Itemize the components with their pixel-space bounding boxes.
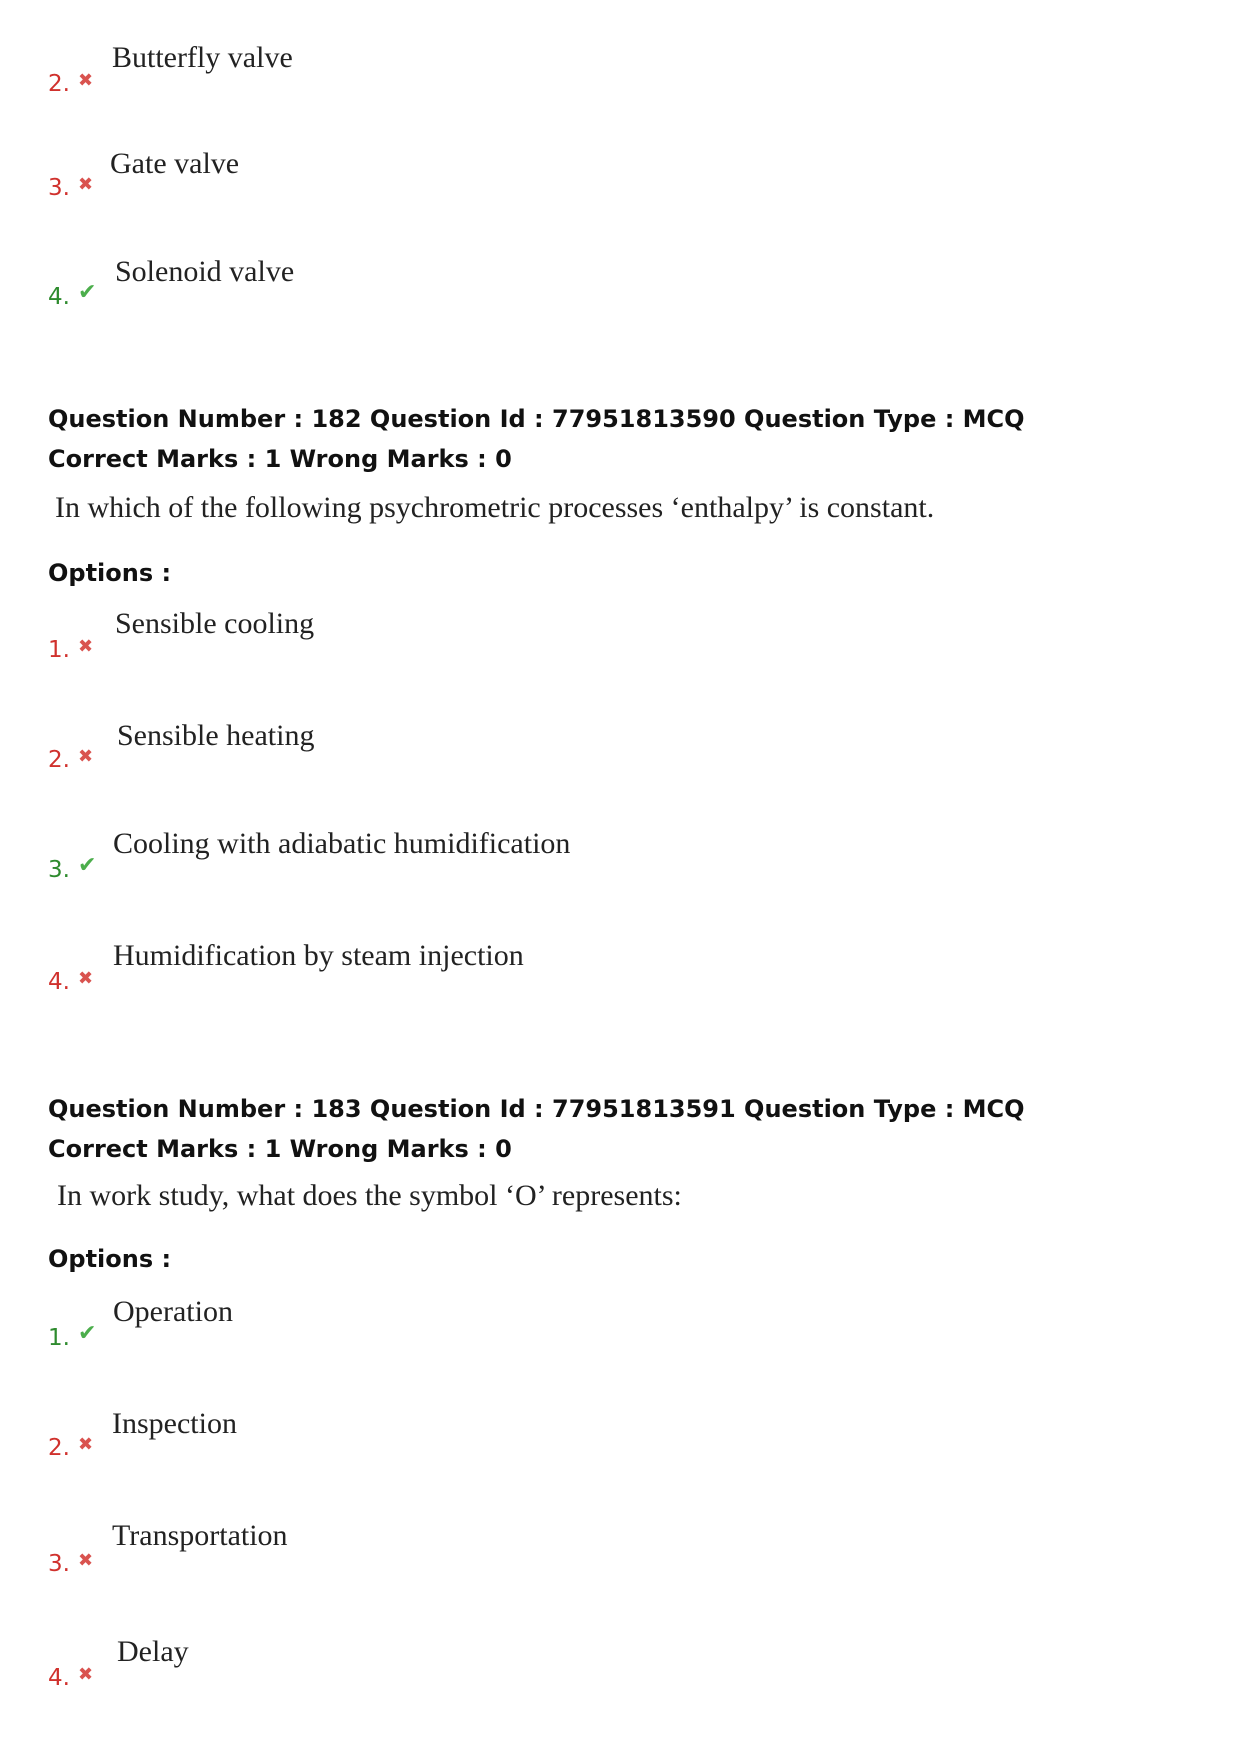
- option-number: 1.: [48, 1325, 70, 1351]
- option-item: [0, 606, 1240, 666]
- option-text: Humidification by steam injection: [113, 939, 524, 972]
- option-number: 2.: [48, 1435, 70, 1461]
- option-item: [0, 254, 1240, 314]
- option-item: [0, 1294, 1240, 1354]
- option-text: Transportation: [112, 1519, 288, 1552]
- option-text: Delay: [117, 1635, 189, 1668]
- option-text: Sensible cooling: [115, 607, 315, 640]
- cross-mark-icon: ✖: [78, 1434, 94, 1455]
- option-text: Solenoid valve: [115, 255, 295, 288]
- option-number: 2.: [48, 747, 70, 773]
- marks-header: Correct Marks : 1 Wrong Marks : 0: [48, 445, 512, 473]
- option-item: [0, 826, 1240, 886]
- option-item: [0, 718, 1240, 778]
- option-item: [0, 938, 1240, 998]
- option-text: Butterfly valve: [112, 41, 293, 74]
- option-item: [0, 1406, 1240, 1466]
- cross-mark-icon: ✖: [78, 636, 94, 657]
- option-number: 3.: [48, 1551, 70, 1577]
- option-text: Sensible heating: [117, 719, 315, 752]
- question-header: Question Number : 182 Question Id : 77951813590 Question Type : MCQ: [48, 405, 1025, 433]
- option-number: 4.: [48, 1665, 70, 1691]
- option-item: [0, 1634, 1240, 1694]
- option-item: [0, 1518, 1240, 1578]
- option-text: Inspection: [112, 1407, 237, 1440]
- question-header: Question Number : 183 Question Id : 77951813591 Question Type : MCQ: [48, 1095, 1025, 1123]
- option-item: [0, 40, 1240, 100]
- check-mark-icon: ✔: [78, 280, 97, 305]
- check-mark-icon: ✔: [78, 1321, 97, 1346]
- option-text: Cooling with adiabatic humidification: [113, 827, 571, 860]
- cross-mark-icon: ✖: [78, 1664, 94, 1685]
- option-number: 4.: [48, 284, 70, 310]
- options-label: Options :: [48, 1245, 172, 1273]
- option-number: 4.: [48, 969, 70, 995]
- cross-mark-icon: ✖: [78, 1550, 94, 1571]
- marks-header: Correct Marks : 1 Wrong Marks : 0: [48, 1135, 512, 1163]
- question-text: In work study, what does the symbol ‘O’ represents:: [57, 1179, 682, 1212]
- option-number: 2.: [48, 71, 70, 97]
- option-number: 1.: [48, 637, 70, 663]
- option-item: [0, 146, 1240, 206]
- option-number: 3.: [48, 857, 70, 883]
- cross-mark-icon: ✖: [78, 968, 94, 989]
- cross-mark-icon: ✖: [78, 174, 94, 195]
- check-mark-icon: ✔: [78, 853, 97, 878]
- question-text: In which of the following psychrometric processes ‘enthalpy’ is constant.: [55, 491, 935, 524]
- options-label: Options :: [48, 559, 172, 587]
- cross-mark-icon: ✖: [78, 746, 94, 767]
- option-text: Gate valve: [110, 147, 240, 180]
- option-text: Operation: [113, 1295, 233, 1328]
- option-number: 3.: [48, 175, 70, 201]
- cross-mark-icon: ✖: [78, 70, 94, 91]
